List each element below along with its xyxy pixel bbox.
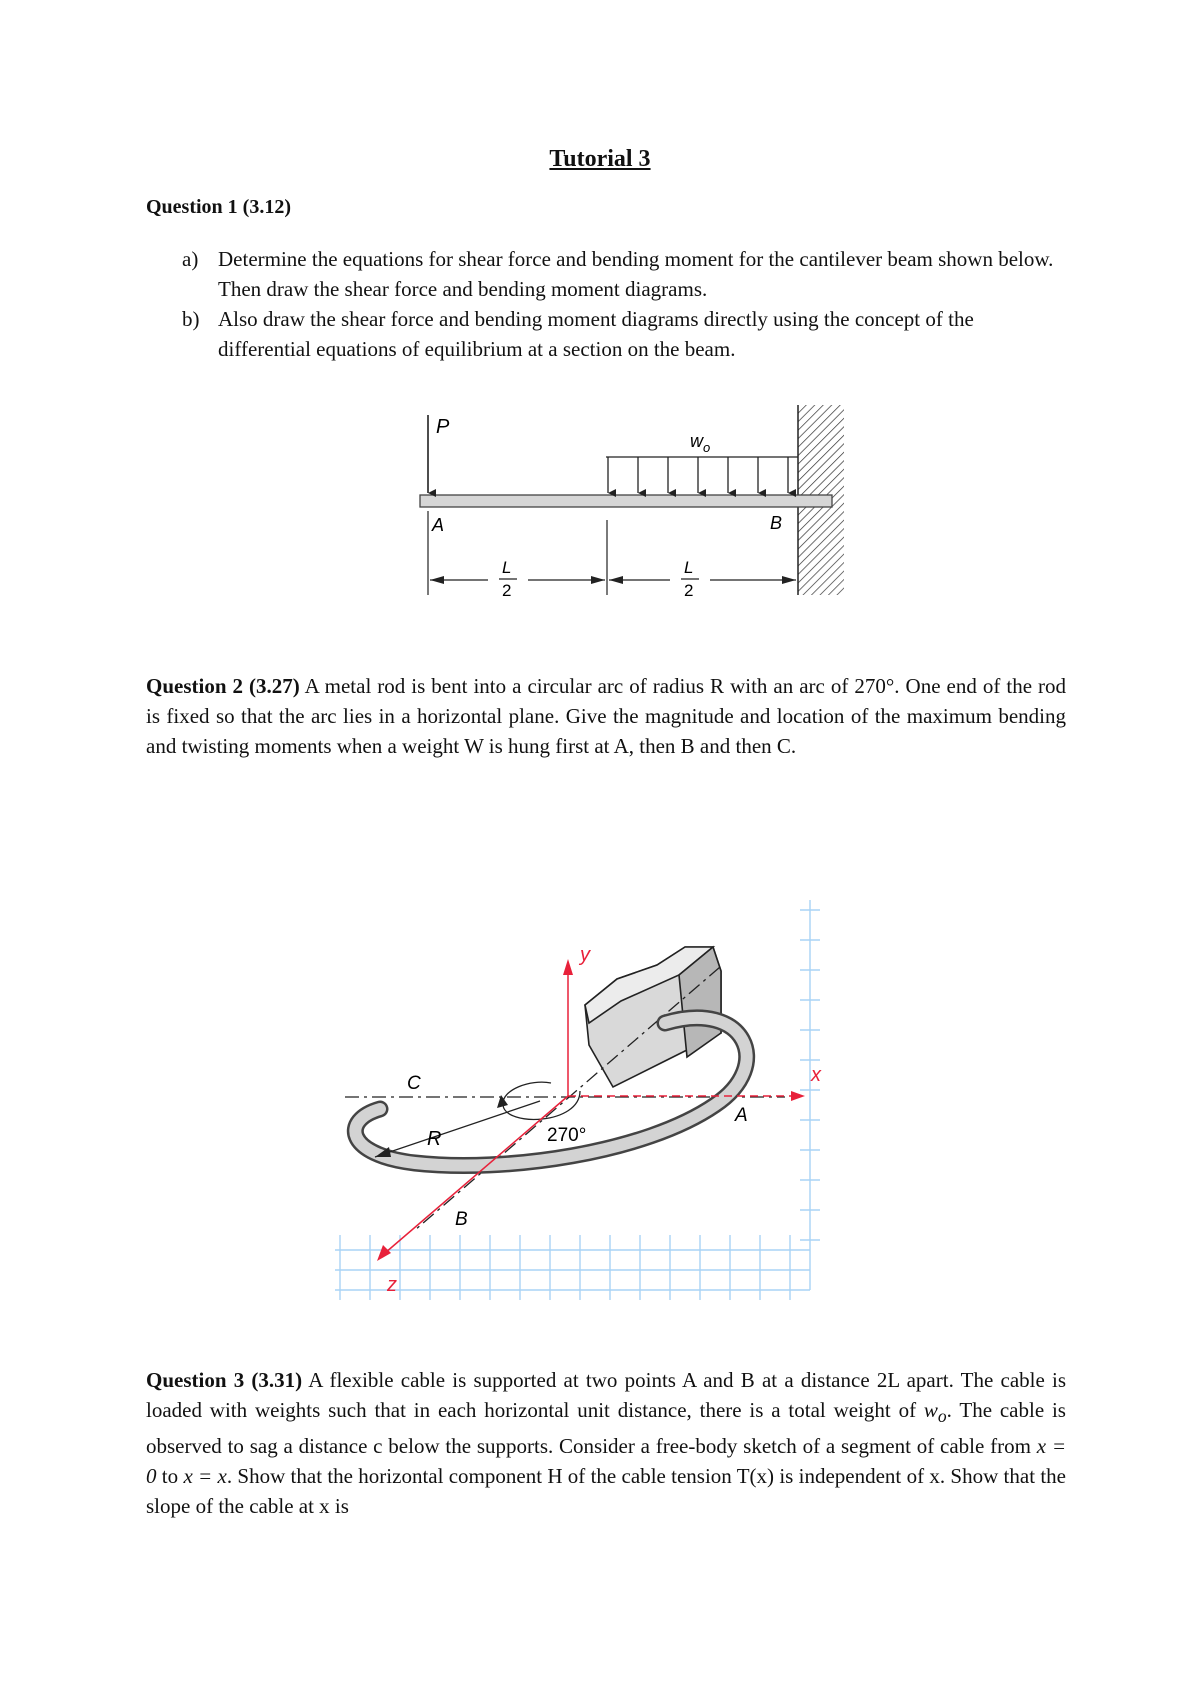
question-1-item-b [146,304,1066,364]
svg-text:2: 2 [502,581,512,600]
range-start: x = 0 [146,1434,1066,1489]
point-b-label: B [770,513,783,533]
distributed-load-label: $w_o$ [690,431,711,455]
point-a-label: A [432,515,445,535]
question-1-list [146,244,1066,364]
question-3-text-4: . Show that the horizontal component H of the cable tension T(x) is independent of x. Show that the slope of the cable at x is [146,1464,1066,1519]
list-marker-a: a) [182,247,199,271]
x-axis-label: x [811,1064,821,1086]
dimension-line-left [430,576,605,584]
angle-label: 270° [547,1125,587,1146]
question-2-heading: Question 2 (3.27) [146,674,300,698]
question-2-text: A metal rod is bent into a circular arc of radius R with an arc of 270°. One end of the rod is fixed so that the arc lies in a horizontal plane. Give the magnitude and location of the maximum bending and twisting moments when a weight W is hung first at A, then B and then C. [146,674,1067,758]
question-1-heading: Question 1 (3.12) [146,196,291,218]
dimension-line-right [609,576,796,584]
svg-text:2: 2 [684,581,694,600]
distributed-load-arrows [608,457,788,493]
point-b-label: B [455,1209,468,1230]
question-3-paragraph [146,1365,1066,1521]
question-1-item-a [146,244,1066,304]
dimension-label-right [681,558,699,600]
question-3-text-2: . The cable is observed to sag a distance c below the supports. Consider a free-body sketch of a segment of cable from [146,1398,1066,1459]
radius-label: R [427,1128,442,1150]
question-1-item-b-text: Also draw the shear force and bending moment diagrams directly using the concept of the differential equations of equilibrium at a section on the beam. [218,307,974,361]
point-c-label: C [407,1073,421,1094]
svg-text:L: L [684,558,694,577]
svg-text:L: L [502,558,512,577]
radius-line [375,1101,540,1157]
question-1-item-a-text: Determine the equations for shear force and bending moment for the cantilever beam shown below. Then draw the shear force and bending moment diagrams. [218,247,1054,301]
question-3-text-1: A flexible cable is supported at two points A and B at a distance 2L apart. The cable is loaded with weights such that in each horizontal unit distance, there is a total weight of [146,1368,1067,1422]
cantilever-beam-figure [400,395,860,615]
question-3-text-3: to [156,1464,184,1489]
beam [420,495,832,507]
point-load-label: P [436,416,450,438]
y-axis-label: y [580,944,590,966]
list-marker-b: b) [182,307,200,331]
z-axis-label: z [387,1274,397,1296]
page-title: Tutorial 3 [549,146,651,172]
question-2-paragraph [146,671,1066,761]
w0-symbol: $w_o$ [923,1398,947,1427]
range-end: x = x [183,1464,227,1489]
dimension-label-left [499,558,517,600]
point-a-label: A [735,1105,748,1126]
bent-rod-figure [325,895,845,1315]
question-3-heading: Question 3 (3.31) [146,1368,303,1392]
